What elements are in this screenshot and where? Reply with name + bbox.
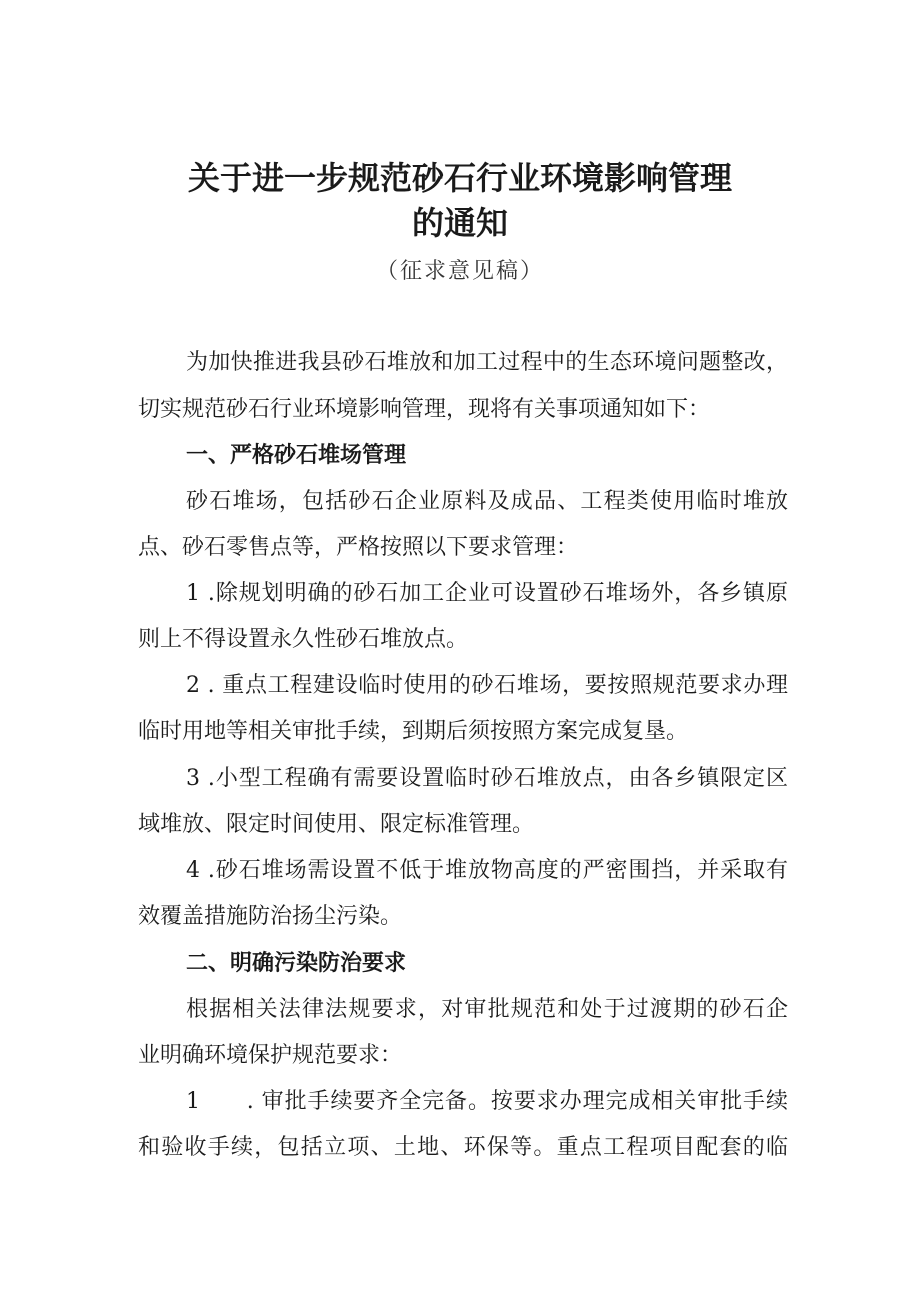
intro-paragraph-line: 切实规范砂石行业环境影响管理，现将有关事项通知如下： <box>138 397 711 422</box>
section-1-item-1-line: 1 .除规划明确的砂石加工企业可设置砂石堆场外，各乡镇原 <box>186 581 788 606</box>
section-2-intro-line: 业明确环境保护规范要求： <box>138 1043 403 1068</box>
section-1-item-1-line: 则上不得设置永久性砂石堆放点。 <box>138 627 469 652</box>
section-1-item-2-line: 临时用地等相关审批手续，到期后须按照方案完成复垦。 <box>138 719 689 744</box>
section-2-item-1-line: 和验收手续，包括立项、土地、环保等。重点工程项目配套的临 <box>138 1135 788 1160</box>
document-title-line-2: 的通知 <box>411 204 508 242</box>
section-1-item-3-line: 3 .小型工程确有需要设置临时砂石堆放点，由各乡镇限定区 <box>186 766 788 791</box>
section-1-item-3-line: 域堆放、限定时间使用、限定标准管理。 <box>138 812 535 837</box>
document-title-line-1: 关于进一步规范砂石行业环境影响管理 <box>187 159 732 197</box>
intro-paragraph-line: 为加快推进我县砂石堆放和加工过程中的生态环境问题整改， <box>186 350 788 375</box>
section-2-item-1-line: 1 . 审批手续要齐全完备。按要求办理完成相关审批手续 <box>186 1089 788 1114</box>
section-1-item-4-line: 4 .砂石堆场需设置不低于堆放物高度的严密围挡，并采取有 <box>186 858 788 883</box>
section-1-item-2-line: 2 . 重点工程建设临时使用的砂石堆场，要按照规范要求办理 <box>186 673 788 698</box>
section-1-item-4-line: 效覆盖措施防治扬尘污染。 <box>138 904 403 929</box>
section-1-intro-line: 点、砂石零售点等，严格按照以下要求管理： <box>138 535 579 560</box>
section-1-intro-line: 砂石堆场，包括砂石企业原料及成品、工程类使用临时堆放 <box>186 489 788 514</box>
section-2-intro-line: 根据相关法律法规要求，对审批规范和处于过渡期的砂石企 <box>186 997 788 1022</box>
section-1-heading: 一、严格砂石堆场管理 <box>186 443 407 468</box>
document-subtitle: （征求意见稿） <box>375 259 544 284</box>
section-2-heading: 二、明确污染防治要求 <box>186 951 407 976</box>
